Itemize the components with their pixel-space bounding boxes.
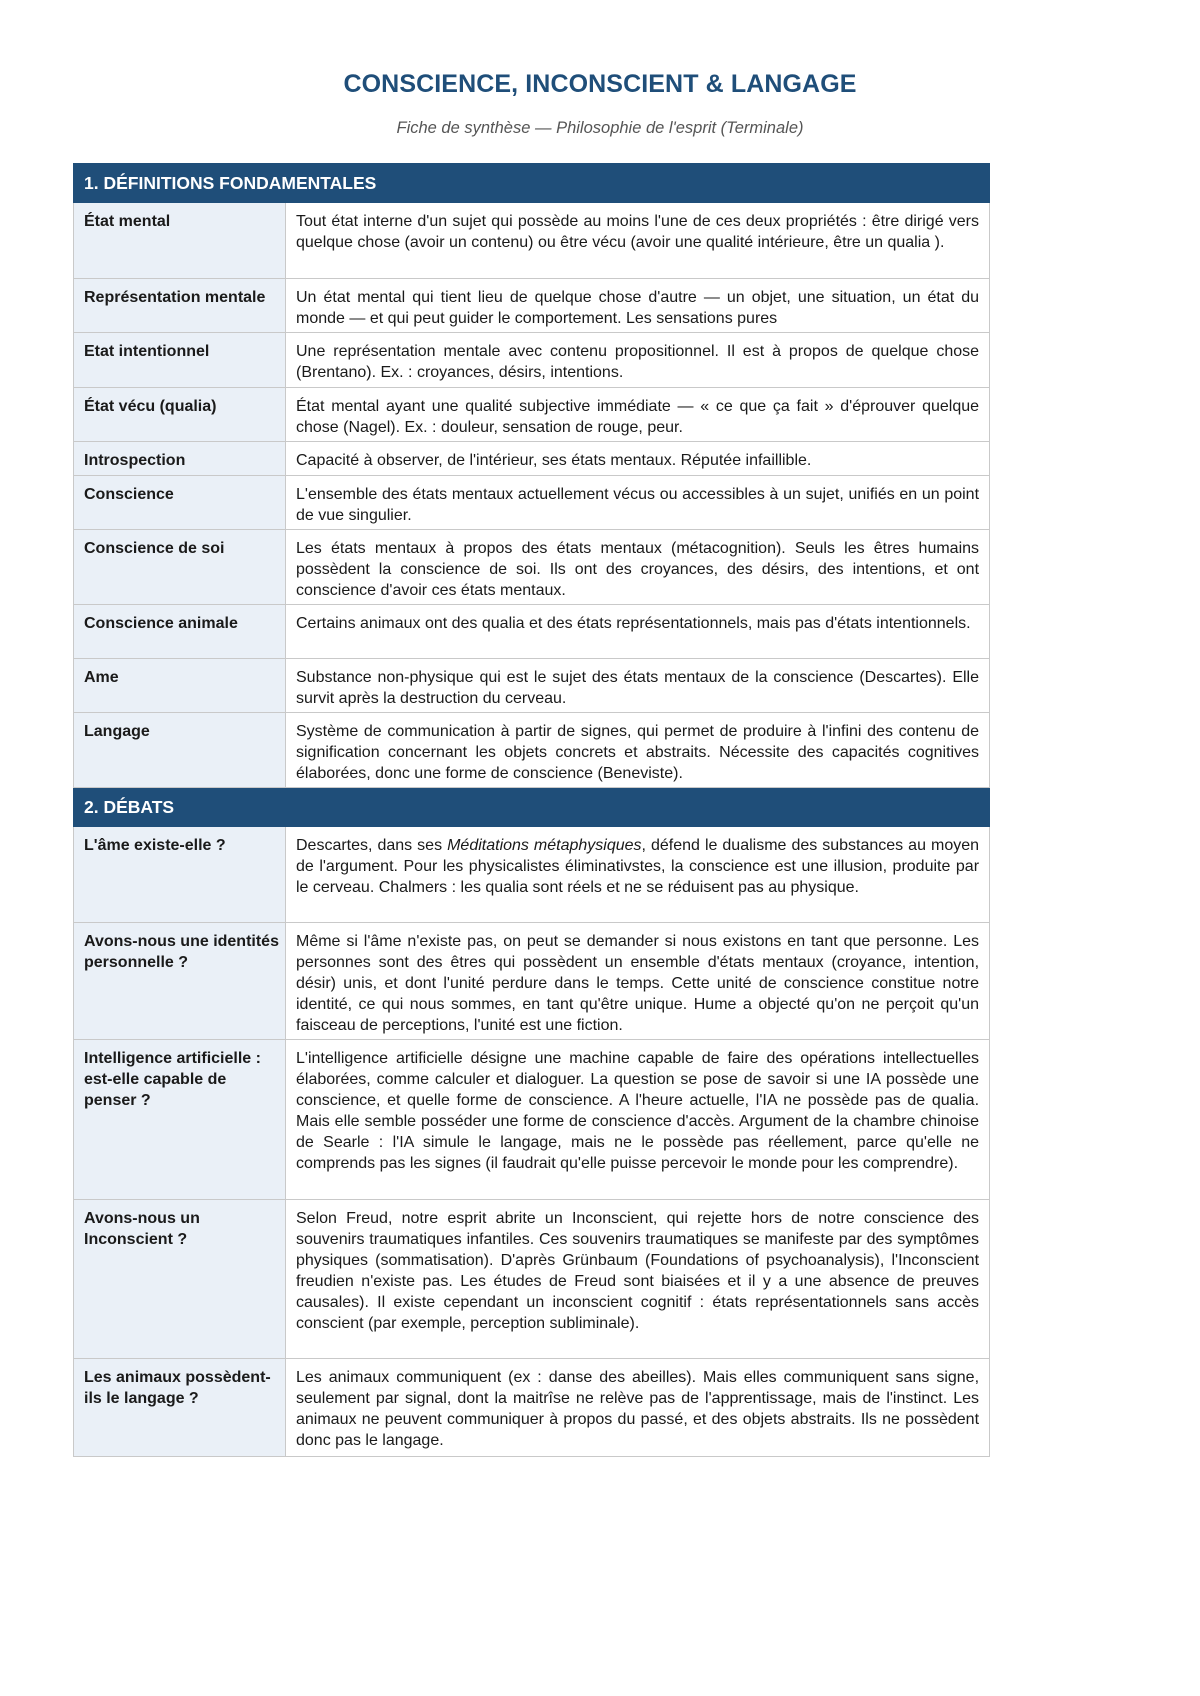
term-cell: Conscience (74, 476, 286, 530)
definition-cell: Un état mental qui tient lieu de quelque chose d'autre — un objet, une situation, un état du monde — et qui peut guider le comportement. Les sensations pures (286, 279, 990, 333)
book-title: Méditations métaphysiques (447, 837, 642, 854)
table-row (74, 659, 990, 713)
document-title: CONSCIENCE, INCONSCIENT & LANGAGE (343, 70, 857, 98)
table-row (74, 203, 990, 279)
section-heading: 2. DÉBATS (74, 788, 990, 827)
definition-text: , défend le dualisme des substances au moyen de l'argument. Pour les physicalistes éliminativstes, la conscience est une illusion, produite par le cerveau. Chalmers : les qualia sont réels et ne se réduisent pas au physique. (296, 837, 980, 896)
table-row (74, 388, 990, 442)
term-cell: Conscience de soi (74, 530, 286, 605)
term-cell: Ame (74, 659, 286, 713)
term-cell: Etat intentionnel (74, 333, 286, 388)
definition-cell: Capacité à observer, de l'intérieur, ses états mentaux. Réputée infaillible. (286, 442, 990, 476)
term-cell: Langage (74, 713, 286, 788)
table-row (74, 1040, 990, 1200)
table-row (74, 713, 990, 788)
definition-cell: Certains animaux ont des qualia et des états représentationnels, mais pas d'états intentionnels. (286, 605, 990, 659)
definition-cell: Même si l'âme n'existe pas, on peut se demander si nous existons en tant que personne. Les personnes sont des êtres qui possèdent un ensemble d'états mentaux (croyance, intention, désir) unis, et dont l'unité perdure dans le temps. Cette unité de conscience constitue notre identité, ce qui nous sommes, en tant qu'être unique. Hume a objecté qu'on ne perçoit qu'un faisceau de perceptions, l'unité est une fiction. (286, 923, 990, 1040)
definition-cell: Les animaux communiquent (ex : danse des abeilles). Mais elles communiquent sans signe, seulement par signal, dont la maitrîse ne relève pas de l'apprentissage, mais de l'instinct. Les animaux ne peuvent communiquer à propos du passé, et des objets abstraits. Ils ne possèdent donc pas le langage. (286, 1359, 990, 1457)
table-row (74, 530, 990, 605)
definition-cell (286, 827, 990, 923)
definition-cell: Une représentation mentale avec contenu propositionnel. Il est à propos de quelque chose (Brentano). Ex. : croyances, désirs, intentions. (286, 333, 990, 388)
term-cell: Représentation mentale (74, 279, 286, 333)
table-row (74, 476, 990, 530)
definition-cell: L'intelligence artificielle désigne une machine capable de faire des opérations intellectuelles élaborées, comme calculer et dialoguer. La question se pose de savoir si une IA possède une conscience, et quelle forme de conscience. A l'heure actuelle, l'IA ne possède pas de qualia. Mais elle semble posséder une forme de conscience d'accès. Argument de la chambre chinoise de Searle : l'IA simule le langage, mais ne le possède pas réellement, parce qu'elle ne comprends pas les signes (il faudrait qu'elle puisse percevoir le monde pour les comprendre). (286, 1040, 990, 1200)
synthesis-table (73, 163, 990, 1457)
table-row (74, 827, 990, 923)
table-row (74, 1359, 990, 1457)
table-row (74, 279, 990, 333)
term-cell: État vécu (qualia) (74, 388, 286, 442)
table-row (74, 333, 990, 388)
section-heading: 1. DÉFINITIONS FONDAMENTALES (74, 164, 990, 203)
definition-text: Descartes, dans ses (296, 837, 448, 854)
term-cell: Les animaux possèdent-ils le langage ? (74, 1359, 286, 1457)
section-header-definitions (74, 164, 990, 203)
term-cell: Intelligence artificielle : est-elle capable de penser ? (74, 1040, 286, 1200)
term-cell: L'âme existe-elle ? (74, 827, 286, 923)
definition-cell: Les états mentaux à propos des états mentaux (métacognition). Seuls les êtres humains possèdent la conscience de soi. Ils ont des croyances, des désirs, des intentions, et ont conscience d'avoir ces états mentaux. (286, 530, 990, 605)
definition-cell: Selon Freud, notre esprit abrite un Inconscient, qui rejette hors de notre conscience des souvenirs traumatiques infantiles. Ces souvenirs traumatiques se manifeste par des symptômes physiques (sommatisation). D'après Grünbaum (Foundations of psychoanalysis), l'Inconscient freudien n'existe pas. Les études de Freud sont biaisées et il y a une absence de preuves causales). Il existe cependant un inconscient cognitif : états représentationnels sans accès conscient (par exemple, perception subliminale). (286, 1200, 990, 1359)
term-cell: Introspection (74, 442, 286, 476)
table-row (74, 923, 990, 1040)
document-subtitle: Fiche de synthèse — Philosophie de l'esprit (Terminale) (396, 119, 804, 137)
table-row (74, 605, 990, 659)
definition-cell: L'ensemble des états mentaux actuellement vécus ou accessibles à un sujet, unifiés en un point de vue singulier. (286, 476, 990, 530)
term-cell: État mental (74, 203, 286, 279)
term-cell: Conscience animale (74, 605, 286, 659)
definition-cell: État mental ayant une qualité subjective immédiate — « ce que ça fait » d'éprouver quelque chose (Nagel). Ex. : douleur, sensation de rouge, peur. (286, 388, 990, 442)
table-row (74, 1200, 990, 1359)
definition-cell: Substance non-physique qui est le sujet des états mentaux de la conscience (Descartes). Elle survit après la destruction du cerveau. (286, 659, 990, 713)
definition-cell: Système de communication à partir de signes, qui permet de produire à l'infini des contenu de signification concernant les objets concrets et abstraits. Nécessite des capacités cognitives élaborées, donc une forme de conscience (Beneviste). (286, 713, 990, 788)
table-row (74, 442, 990, 476)
term-cell: Avons-nous un Inconscient ? (74, 1200, 286, 1359)
definition-cell: Tout état interne d'un sujet qui possède au moins l'une de ces deux propriétés : être dirigé vers quelque chose (avoir un contenu) ou être vécu (avoir une qualité intérieure, être un qualia ). (286, 203, 990, 279)
section-header-debates (74, 788, 990, 827)
term-cell: Avons-nous une identités personnelle ? (74, 923, 286, 1040)
